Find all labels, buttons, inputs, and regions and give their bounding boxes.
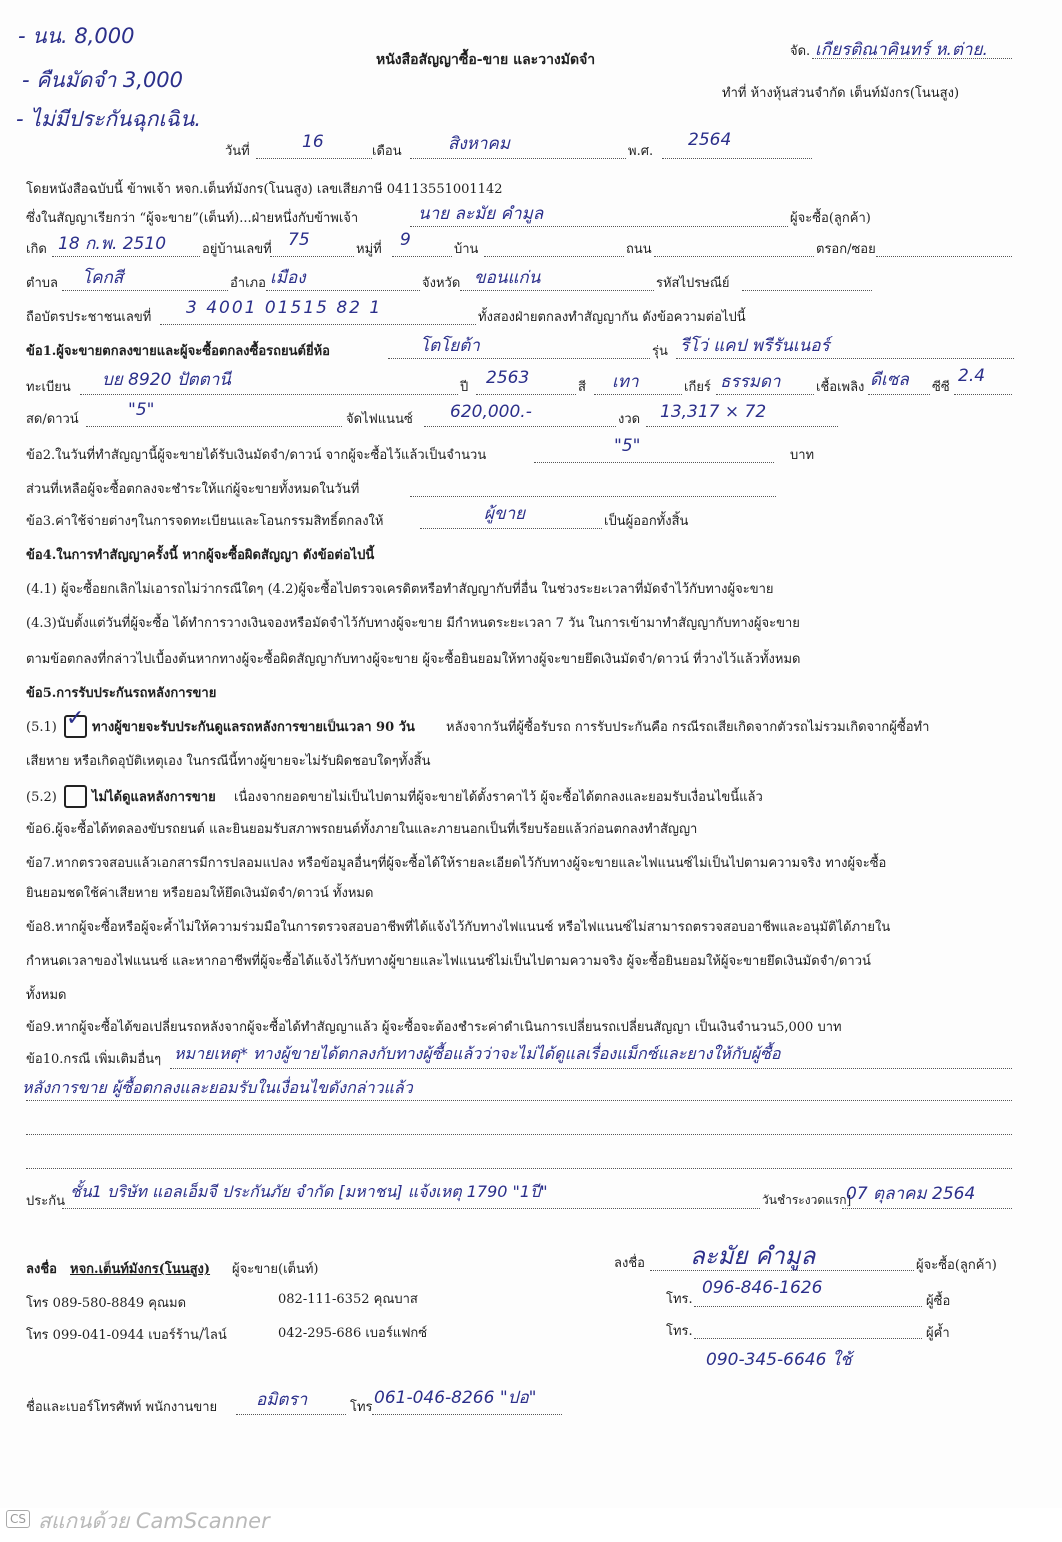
year-label-car: ปี [460, 380, 469, 395]
amphoe: เมือง [270, 268, 306, 288]
buyer-tel: 096-846-1626 [702, 1278, 823, 1298]
soi-label: ตรอก/ซอย [816, 242, 876, 257]
clause4-title: ข้อ4.ในการทำสัญญาครั้งนี้ หากผู้จะซื้อผิดสัญญา ดังข้อต่อไปนี้ [26, 548, 375, 563]
option-51-bold: ทางผู้ขายจะรับประกันดูแลรถหลังการขายเป็นเวลา 90 วัน [92, 720, 415, 735]
cc-label: ซีซี [932, 380, 950, 395]
first-pay-label: วันชำระงวดแรก] [762, 1193, 852, 1207]
seller-sign-label: ลงชื่อ [26, 1262, 57, 1277]
option-52-num: (5.2) [26, 790, 57, 805]
clause8-line2: กำหนดเวลาของไฟแนนซ์ และหากอาชีพที่ผู้จะซื้อได้แจ้งไว้กับทางผู้ขายและไฟแนนซ์ไม่เป็นไปตามความจริง ผู้จะซื้อยินยอมให้ผู้จะขายยึดเงินมัดจำ/ดาวน์ [26, 954, 871, 969]
seller-tel-4: 042-295-686 เบอร์แฟกซ์ [278, 1326, 428, 1341]
car-year: 2563 [486, 368, 530, 388]
buyer-tel-label: โทร. [666, 1292, 693, 1307]
deposit-amount: "5" [614, 436, 641, 456]
staff-name: อมิตรา [256, 1390, 308, 1410]
made-by-value: เกียรติณาคินทร์ ห.ต่าย. [815, 40, 988, 60]
clause4-line3: ตามข้อตกลงที่กล่าวไปเบื้องต้นหากทางผู้จะซื้อผิดสัญญากับทางผู้จะขาย ผู้จะซื้อยินยอมให้ทางผู้จะขายยึดเงินมัดจำ/ดาวน์ ที่วางไว้แล้วทั้งหมด [26, 652, 801, 667]
date-year: 2564 [688, 130, 732, 150]
car-color: เทา [612, 372, 639, 392]
born-date: 18 ก.พ. 2510 [58, 234, 167, 254]
party-line-2: ซึ่งในสัญญาเรียกว่า “ผู้จะขาย”(เต็นท์)...ฝ่ายหนึ่งกับข้าพเจ้า [26, 211, 359, 226]
clause10-note-1: หมายเหตุ* ทางผู้ขายได้ตกลงกับทางผู้ซื้อแล้วว่าจะไม่ได้ดูแลเรื่องแม็กซ์และยางให้กับผู้ซื้อ [174, 1044, 781, 1063]
id-number: 3 4001 01515 82 1 [186, 298, 383, 318]
born-label: เกิด [26, 242, 47, 257]
clause3-suffix: เป็นผู้ออกทั้งสิ้น [604, 514, 689, 529]
buyer-name: นาย ละมัย คำมูล [418, 204, 544, 224]
tambon: โคกสี [82, 268, 124, 288]
fuel-label: เชื้อเพลิง [816, 380, 865, 395]
province-label: จังหวัด [422, 276, 461, 291]
down-label: สด/ดาวน์ [26, 412, 79, 427]
date-label: วันที่ [225, 144, 250, 159]
extra-tel: 090-345-6646 ใช้ [706, 1350, 852, 1370]
clause1-text: ข้อ1.ผู้จะขายตกลงขายและผู้จะซื้อตกลงซื้อรถยนต์ยี่ห้อ [26, 344, 330, 359]
clause6-text: ข้อ6.ผู้จะซื้อได้ทดลองขับรถยนต์ และยินยอมรับสภาพรถยนต์ทั้งภายในและภายนอกเป็นที่เรียบร้อยแล้วก่อนตกลงทำสัญญา [26, 822, 698, 837]
seller-tel-2: 082-111-6352 คุณบาส [278, 1292, 418, 1307]
hw-note-1: - นน. 8,000 [18, 24, 135, 48]
party-line-1: โดยหนังสือฉบับนี้ ข้าพเจ้า หจก.เต็นท์มังกร(โนนสูง) เลขเสียภาษี 04113551001142 [26, 182, 503, 197]
year-label: พ.ศ. [628, 144, 654, 159]
house-no: 75 [288, 230, 310, 250]
id-label: ถือบัตรประชาชนเลขที่ [26, 310, 152, 325]
option-51-line2: เสียหาย หรือเกิดอุบัติเหตุเอง ในกรณีนี้ทางผู้ขายจะไม่รับผิดชอบใดๆทั้งสิ้น [26, 754, 431, 769]
option-52-checkbox[interactable] [64, 785, 87, 808]
installment-value: 13,317 × 72 [660, 402, 767, 422]
hw-note-3: - ไม่มีประกันฉุกเฉิน. [16, 107, 201, 131]
car-cc: 2.4 [958, 366, 986, 386]
installment-label: งวด [618, 412, 641, 427]
date-day: 16 [302, 132, 324, 152]
car-registration: บย 8920 ปัตตานี [102, 370, 231, 390]
staff-tel: 061-046-8266 "ปอ" [374, 1388, 537, 1408]
finance-label: จัดไฟแนนซ์ [346, 412, 413, 427]
clause10-label: ข้อ10.กรณี เพิ่มเติมอื่นๆ [26, 1052, 162, 1067]
seller-tel-1: โทร 089-580-8849 คุณมด [26, 1296, 187, 1311]
clause10-note-2: หลังการขาย ผู้ซื้อตกลงและยอมรับในเงื่อนไขดังกล่าวแล้ว [22, 1078, 413, 1097]
moo-label: หมู่ที่ [356, 242, 382, 257]
made-by-label: จัด. [790, 44, 811, 59]
date-month: สิงหาคม [448, 134, 511, 154]
clause9-text: ข้อ9.หากผู้จะซื้อได้ขอเปลี่ยนรถหลังจากผู้จะซื้อได้ทำสัญญาแล้ว ผู้จะซื้อจะต้องชำระค่าดำเนินการเปลี่ยนรถเปลี่ยนสัญญา เป็นเงินจำนวน5,000 บาท [26, 1020, 842, 1035]
first-pay-date: 07 ตุลาคม 2564 [846, 1184, 976, 1204]
clause2-rest: ส่วนที่เหลือผู้จะซื้อตกลงจะชำระให้แก่ผู้จะขายทั้งหมดในวันที่ [26, 482, 360, 497]
clause8-line3: ทั้งหมด [26, 988, 67, 1003]
insurance-value: ชั้น1 บริษัท แอลเอ็มจี ประกันภัย จำกัด [มหาชน] แจ้งเหตุ 1790 "1ปี" [70, 1182, 548, 1201]
tambon-label: ตำบล [26, 276, 58, 291]
buyer-signature: ละมัย คำมูล [690, 1242, 816, 1270]
clause2-text: ข้อ2.ในวันที่ทำสัญญานี้ผู้จะขายได้รับเงินมัดจำ/ดาวน์ จากผู้จะซื้อไว้แล้วเป็นจำนวน [26, 448, 487, 463]
staff-tel-label: โทร [350, 1400, 373, 1415]
amphoe-label: อำเภอ [230, 276, 266, 291]
checkmark-icon: ✓ [66, 706, 85, 731]
clause7-line1: ข้อ7.หากตรวจสอบแล้วเอกสารมีการปลอมแปลง หรือข้อมูลอื่นๆที่ผู้จะซื้อได้ให้รายละเอียดไว้กับทางผู้จะขายและไฟแนนซ์ไม่เป็นไปตามความจริง ทางผู้จะซื้อ [26, 856, 887, 871]
zip-label: รหัสไปรษณีย์ [656, 276, 730, 291]
document-title: หนังสือสัญญาซื้อ-ขาย และวางมัดจำ [376, 52, 596, 68]
hw-note-2: - คืนมัดจำ 3,000 [22, 68, 184, 92]
clause4-line2: (4.3)นับตั้งแต่วันที่ผู้จะซื้อ ได้ทำการวางเงินจองหรือมัดจำไว้กับทางผู้จะขาย มีกำหนดระยะเวลา 7 วัน ในการเข้ามาทำสัญญากับทางผู้จะขาย [26, 616, 800, 631]
finance-value: 620,000.- [450, 402, 532, 422]
road-label: ถนน [626, 242, 652, 257]
moo: 9 [400, 230, 411, 250]
buyer-sign-label: ลงชื่อ [614, 1256, 645, 1271]
clause5-title: ข้อ5.การรับประกันรถหลังการขาย [26, 686, 217, 701]
camscanner-logo-icon: CS [6, 1510, 30, 1528]
car-fuel: ดีเซล [870, 370, 909, 390]
guarantor-tel-label: โทร. [666, 1324, 693, 1339]
village-label: บ้าน [454, 242, 479, 257]
clause4-line1: (4.1) ผู้จะซื้อยกเลิกไม่เอารถไม่ว่ากรณีใดๆ (4.2)ผู้จะซื้อไปตรวจเครดิตหรือทำสัญญากับที่อื่น ในช่วงระยะเวลาที่มัดจำไว้กับทางผู้จะขาย [26, 582, 774, 597]
model-label: รุ่น [652, 344, 668, 359]
camscanner-watermark: สแกนด้วย CamScanner [38, 1509, 270, 1533]
color-label: สี [578, 380, 586, 395]
buyer-tel-role: ผู้ซื้อ [926, 1294, 951, 1309]
staff-label: ชื่อและเบอร์โทรศัพท์ พนักงานขาย [26, 1400, 218, 1415]
province: ขอนแก่น [474, 268, 541, 288]
seller-tel-3: โทร 099-041-0944 เบอร์ร้าน/ไลน์ [26, 1328, 227, 1343]
made-at: ทำที่ ห้างหุ้นส่วนจำกัด เต็นท์มังกร(โนนสูง) [722, 86, 960, 101]
option-51-rest: หลังจากวันที่ผู้ซื้อรับรถ การรับประกันคือ กรณีรถเสียเกิดจากตัวรถไม่รวมเกิดจากผู้ซื้อทำ [446, 720, 930, 735]
seller-role: ผู้จะขาย(เต็นท์) [232, 1262, 319, 1277]
clause3-text: ข้อ3.ค่าใช้จ่ายต่างๆในการจดทะเบียนและโอนกรรมสิทธิ์ตกลงให้ [26, 514, 384, 529]
clause8-line1: ข้อ8.หากผู้จะซื้อหรือผู้จะค้ำไม่ให้ความร่วมมือในการตรวจสอบอาชีพที่ได้แจ้งไว้กับทางไฟแนนซ์ หรือไฟแนนซ์ไม่สามารถตรวจสอบอาชีพและอนุมัติได้ภายใน [26, 920, 891, 935]
option-51-num: (5.1) [26, 720, 57, 735]
car-gear: ธรรมดา [720, 372, 781, 392]
month-label: เดือน [372, 144, 402, 159]
seller-name: หจก.เต็นท์มังกร(โนนสูง) [70, 1262, 211, 1277]
option-52-bold: ไม่ได้ดูแลหลังการขาย [92, 790, 216, 805]
id-suffix: ทั้งสองฝ่ายตกลงทำสัญญากัน ดังข้อความต่อไปนี้ [478, 310, 746, 325]
gear-label: เกียร์ [684, 380, 711, 395]
deposit-unit: บาท [790, 448, 815, 463]
buyer-suffix: ผู้จะซื้อ(ลูกค้า) [790, 211, 871, 226]
clause7-line2: ยินยอมชดใช้ค่าเสียหาย หรือยอมให้ยึดเงินมัดจำ/ดาวน์ ทั้งหมด [26, 886, 374, 901]
fee-payer: ผู้ขาย [484, 504, 526, 524]
down-value: "5" [128, 400, 155, 420]
option-52-rest: เนื่องจากยอดขายไม่เป็นไปตามที่ผู้จะขายได้ตั้งราคาไว้ ผู้จะซื้อได้ตกลงและยอมรับเงื่อนไขนี้แล้ว [234, 790, 763, 805]
guarantor-role: ผู้ค้ำ [926, 1326, 950, 1341]
insurance-label: ประกัน [26, 1194, 65, 1209]
reg-label: ทะเบียน [26, 380, 71, 395]
buyer-role: ผู้จะซื้อ(ลูกค้า) [916, 1258, 997, 1273]
car-brand: โตโยต้า [420, 336, 480, 356]
house-label: อยู่บ้านเลขที่ [202, 242, 272, 257]
car-model: รีโว่ แคป พรีรันเนอร์ [680, 336, 830, 356]
